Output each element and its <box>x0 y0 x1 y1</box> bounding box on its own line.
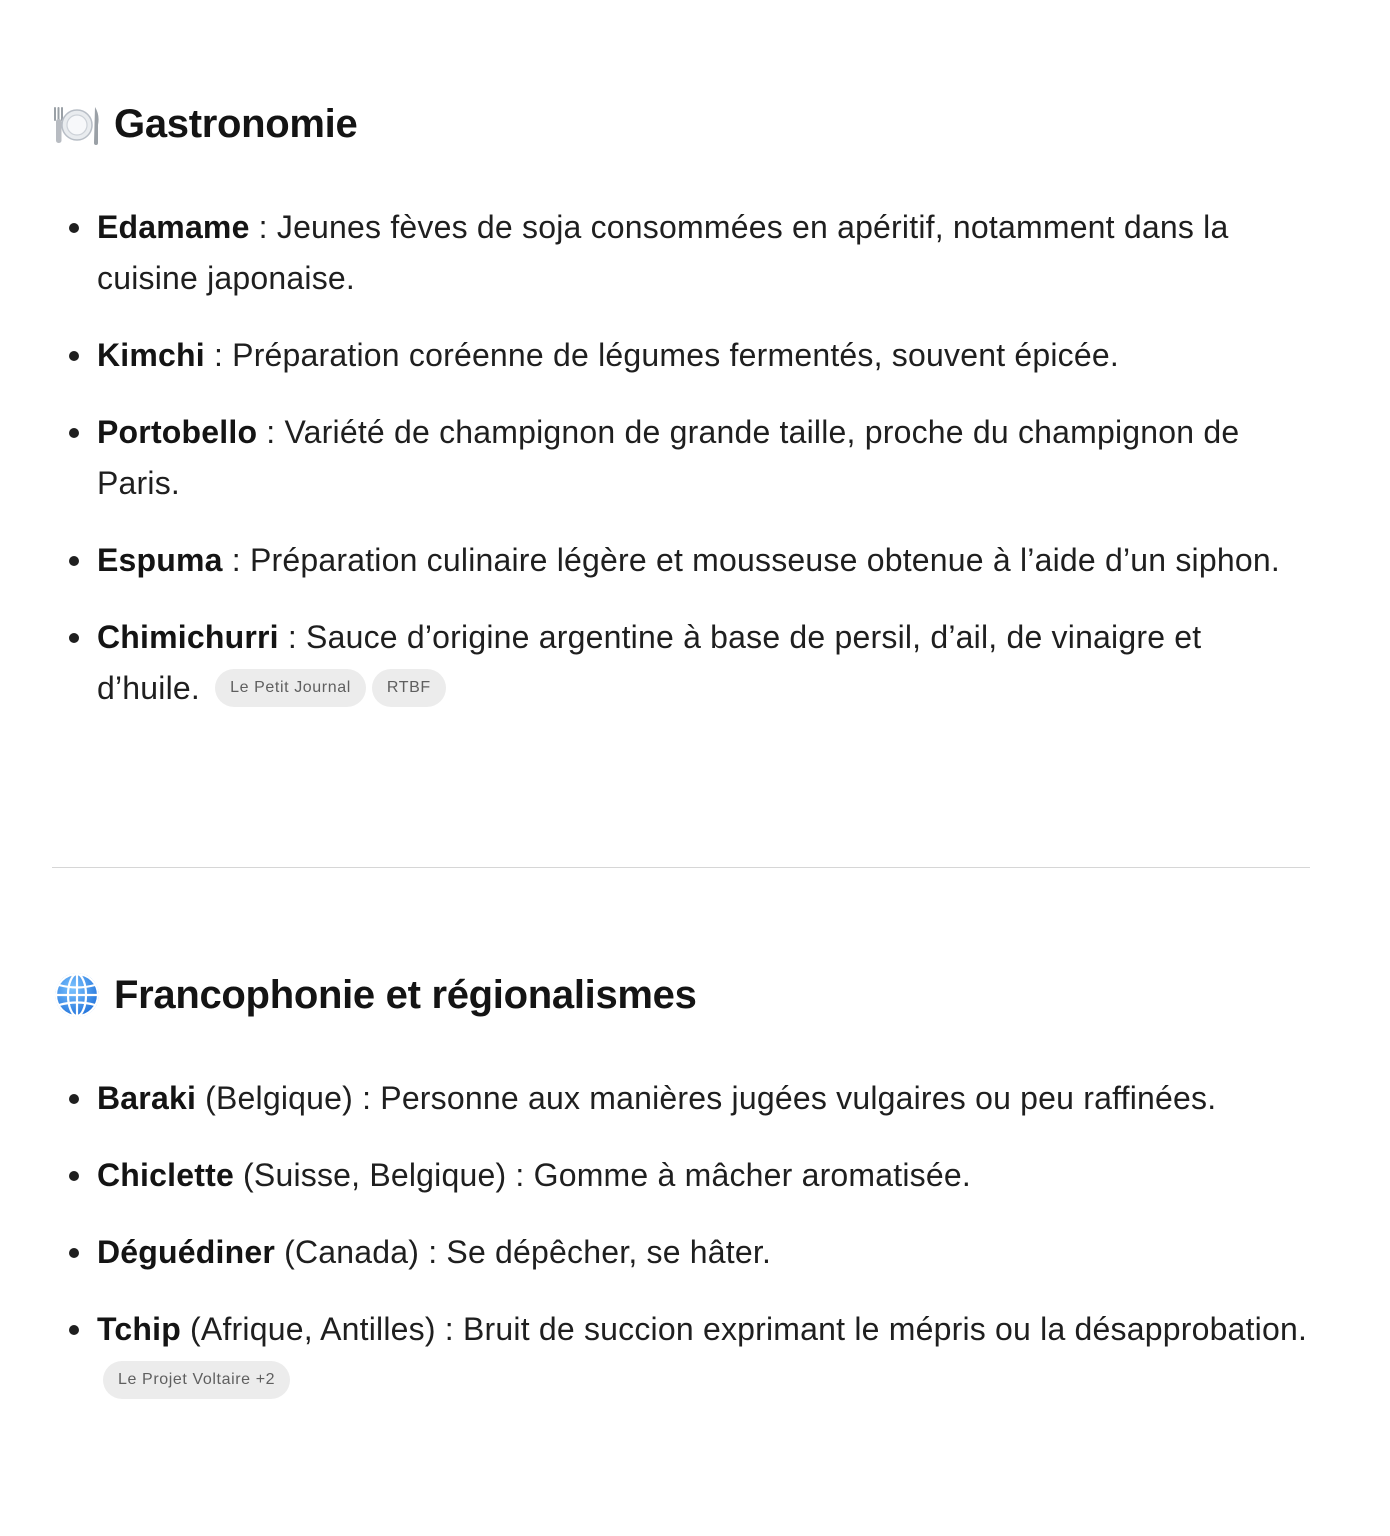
qualifier: (Suisse, Belgique) <box>233 1157 507 1193</box>
term: Edamame <box>97 209 250 245</box>
term: Kimchi <box>97 337 205 373</box>
definition: : Bruit de succion exprimant le mépris ou la désapprobation. <box>435 1311 1308 1347</box>
definition: : Préparation culinaire légère et mousseuse obtenue à l’aide d’un siphon. <box>222 542 1280 578</box>
term: Chimichurri <box>97 619 279 655</box>
list-item <box>52 1073 1310 1124</box>
qualifier: (Belgique) <box>196 1080 353 1116</box>
plate-with-cutlery-icon <box>52 99 102 149</box>
definition: : Sauce d’origine argentine à base de persil, d’ail, de vinaigre et d’huile. <box>97 619 1202 706</box>
section-title: Gastronomie <box>114 101 358 146</box>
qualifier: (Canada) <box>275 1234 420 1270</box>
section-heading-francophonie <box>52 965 697 1025</box>
list-item <box>52 202 1310 304</box>
term: Espuma <box>97 542 223 578</box>
definition-list-francophonie <box>52 1073 1310 1432</box>
list-item <box>52 1150 1310 1201</box>
list-item <box>52 1227 1310 1278</box>
list-item <box>52 535 1310 586</box>
section-title: Francophonie et régionalismes <box>114 972 697 1017</box>
term: Tchip <box>97 1311 181 1347</box>
definition: : Gomme à mâcher aromatisée. <box>506 1157 971 1193</box>
term: Déguédiner <box>97 1234 276 1270</box>
source-chip-le-projet-voltaire[interactable]: Le Projet Voltaire +2 <box>103 1361 290 1399</box>
definition: : Se dépêcher, se hâter. <box>419 1234 772 1270</box>
globe-with-meridians-icon <box>52 970 102 1020</box>
definition: : Jeunes fèves de soja consommées en apéritif, notamment dans la cuisine japonaise. <box>97 209 1229 296</box>
list-item <box>52 1304 1310 1406</box>
list-item <box>52 612 1310 714</box>
term: Chiclette <box>97 1157 234 1193</box>
source-chip-le-petit-journal[interactable]: Le Petit Journal <box>215 669 366 707</box>
qualifier: (Afrique, Antilles) <box>180 1311 436 1347</box>
source-chip-rtbf[interactable]: RTBF <box>372 669 446 707</box>
section-divider <box>52 867 1310 868</box>
term: Baraki <box>97 1080 197 1116</box>
definition: : Variété de champignon de grande taille, proche du champignon de Paris. <box>97 414 1240 501</box>
definition: : Personne aux manières jugées vulgaires ou peu raffinées. <box>353 1080 1217 1116</box>
list-item <box>52 407 1310 509</box>
section-heading-gastronomie <box>52 94 357 154</box>
term: Portobello <box>97 414 258 450</box>
list-item <box>52 330 1310 381</box>
definition: : Préparation coréenne de légumes fermentés, souvent épicée. <box>204 337 1119 373</box>
definition-list-gastronomie <box>52 202 1310 740</box>
